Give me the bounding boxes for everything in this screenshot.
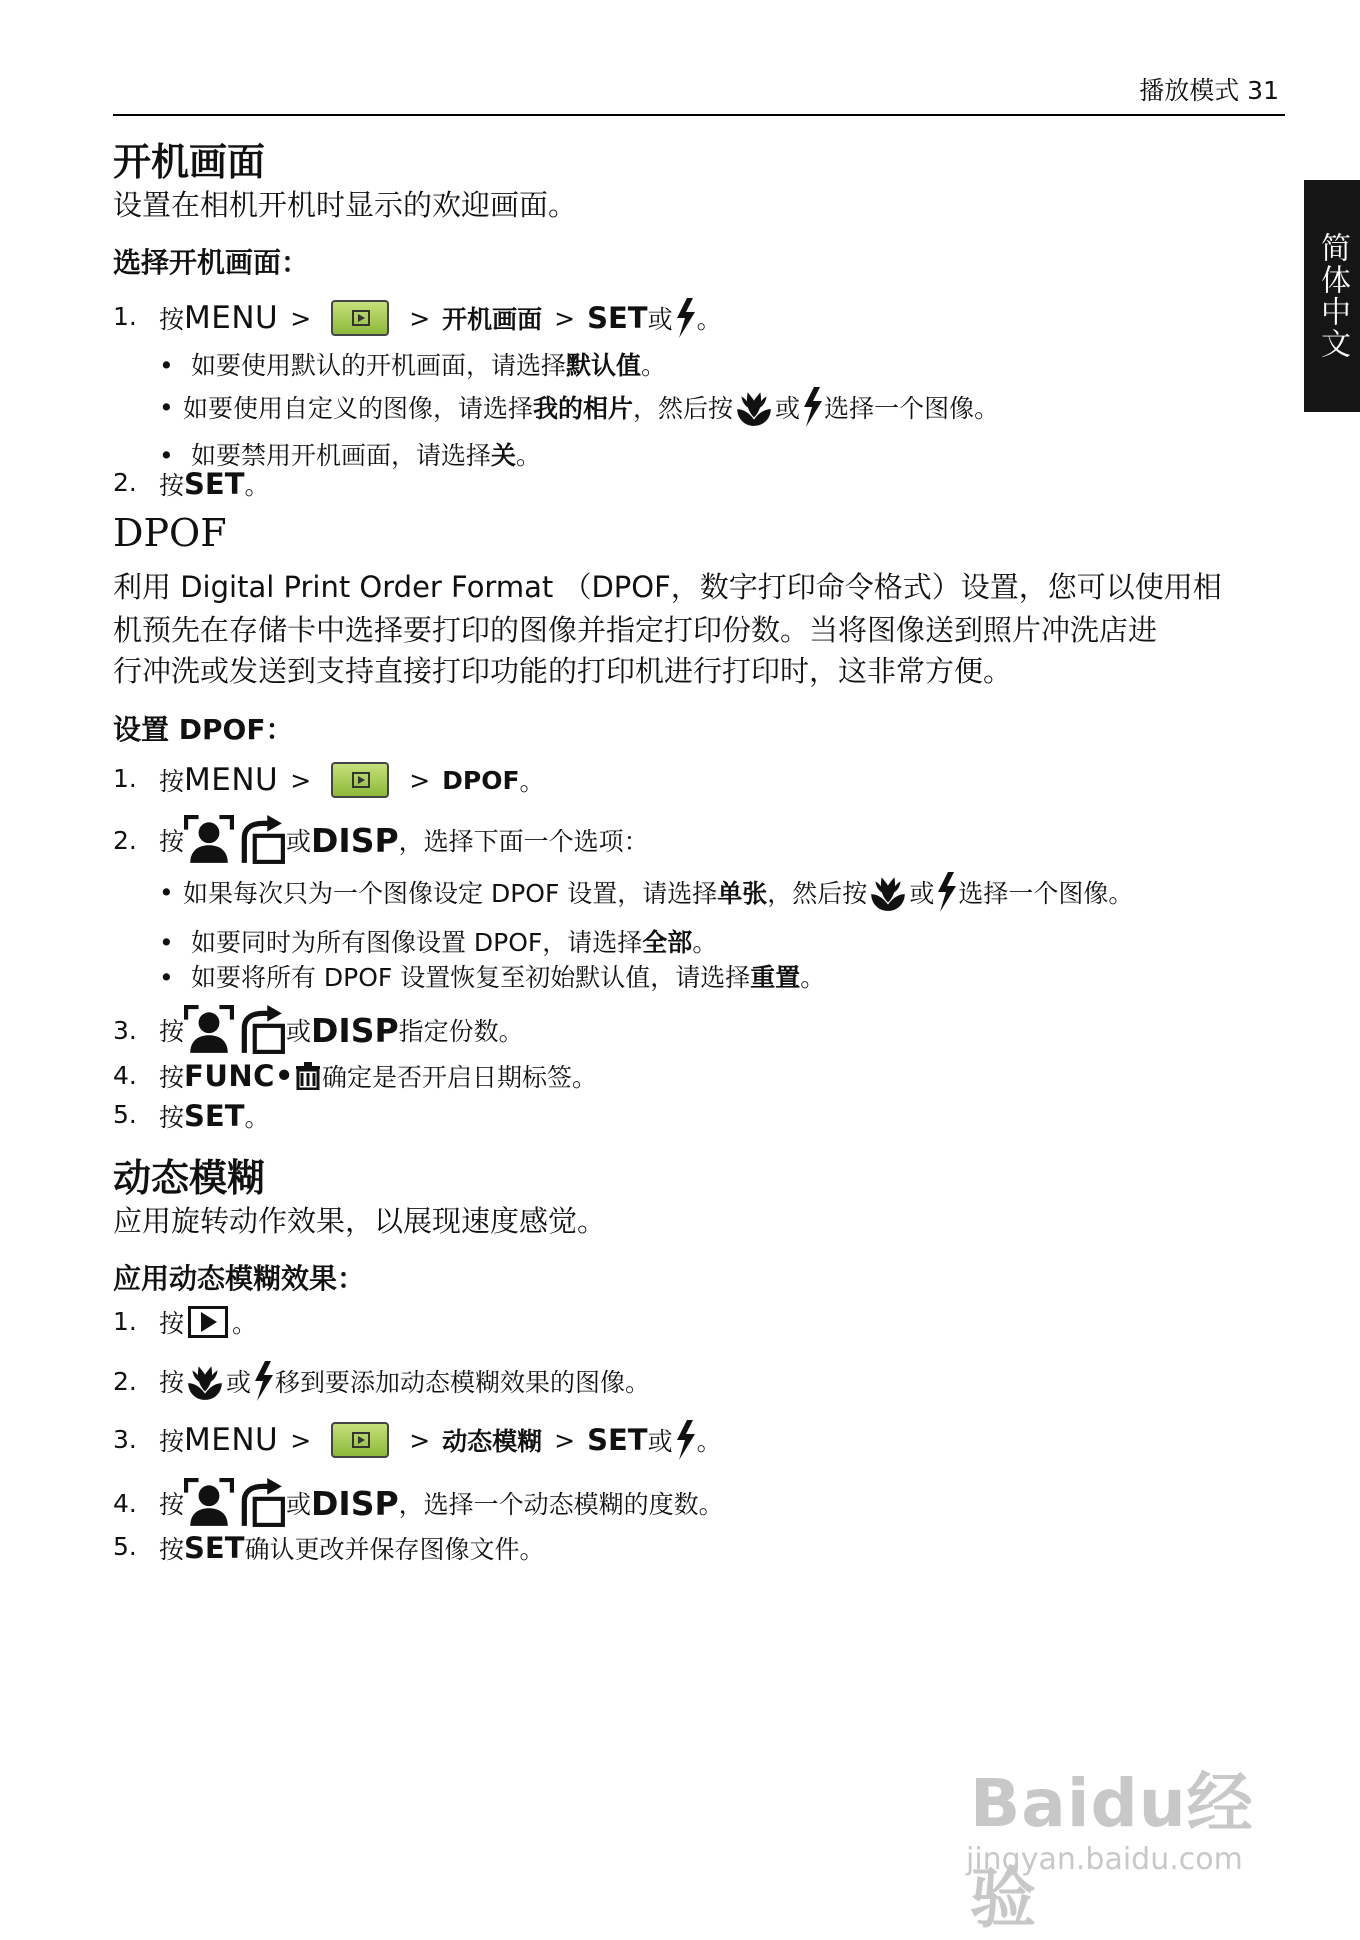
- arrow-separator: >: [290, 765, 312, 795]
- bullet-item: [159, 346, 666, 382]
- bullet-text: 。: [800, 963, 826, 992]
- arrow-separator: >: [409, 765, 431, 795]
- step-number: 3.: [113, 1425, 137, 1454]
- press-text: 按: [159, 1017, 185, 1046]
- rotate-icon: [236, 815, 286, 865]
- page-header: [113, 74, 1285, 116]
- section-desc: 应用旋转动作效果，以展现速度感觉。: [113, 1204, 607, 1238]
- bullet-bold: 关: [490, 441, 516, 470]
- bullet-text: 选择一个图像。: [824, 394, 1000, 423]
- flash-icon: [934, 872, 958, 912]
- period: 。: [244, 471, 270, 500]
- menu-item-label: 动态模糊: [442, 1427, 543, 1456]
- step-number: 1.: [113, 764, 137, 793]
- press-text: 按: [159, 471, 185, 500]
- menu-item-label: DPOF: [442, 765, 520, 795]
- flash-icon: [673, 298, 697, 338]
- arrow-separator: >: [409, 1425, 431, 1455]
- step-line: [159, 812, 649, 868]
- step-line: [159, 1055, 597, 1097]
- disp-button-label: DISP: [311, 1010, 399, 1050]
- period: 。: [232, 1309, 258, 1338]
- bullet-text: ，然后按: [633, 394, 734, 423]
- press-text: 按: [159, 1368, 185, 1397]
- step-text: ，选择下面一个选项：: [398, 827, 649, 856]
- step-number: 2.: [113, 826, 137, 855]
- section-desc-line: 利用 Digital Print Order Format （DPOF，数字打印命令格式）设置，您可以使用相: [113, 570, 1222, 604]
- rotate-icon: [236, 1478, 286, 1528]
- step-line: [159, 1096, 270, 1136]
- flash-icon: [251, 1361, 275, 1401]
- period: 。: [696, 305, 722, 334]
- side-tab-label: 简体中文: [1315, 232, 1350, 360]
- press-text: 按: [159, 1427, 185, 1456]
- bullet-item: [159, 386, 999, 428]
- step-line: [159, 1356, 650, 1406]
- step-line: [159, 1528, 545, 1568]
- step-line: [159, 464, 270, 504]
- step-number: 4.: [113, 1489, 137, 1518]
- step-text: ，选择一个动态模糊的度数。: [398, 1490, 724, 1519]
- header-text: 播放模式 31: [1139, 76, 1279, 105]
- section-title-dpof: DPOF: [113, 511, 227, 555]
- press-text: 按: [159, 1535, 185, 1564]
- bullet-text: • 如要使用自定义的图像，请选择: [183, 394, 534, 423]
- macro-icon: [184, 1360, 226, 1402]
- or-text: 或: [286, 1017, 312, 1046]
- or-text: 或: [647, 305, 673, 334]
- bullet-item: [159, 871, 1133, 913]
- face-detect-icon: [184, 815, 234, 865]
- macro-icon: [733, 386, 775, 428]
- step-text: 指定份数。: [398, 1017, 524, 1046]
- step-line: [159, 758, 545, 802]
- bullet-bold: 默认值: [565, 351, 641, 380]
- section-subtitle: 设置 DPOF：: [113, 713, 294, 746]
- arrow-separator: >: [554, 303, 576, 333]
- set-button-label: SET: [587, 1423, 648, 1457]
- bullet-bold: 我的相片: [533, 394, 634, 423]
- baidu-watermark: [960, 1750, 1280, 1937]
- bullet-text: • 如果每次只为一个图像设定 DPOF 设置，请选择: [183, 879, 718, 908]
- bullet-text: 如要禁用开机画面，请选择: [190, 441, 491, 470]
- bullet-text: ，然后按: [767, 879, 868, 908]
- press-text: 按: [159, 1490, 185, 1519]
- bullet-text: 。: [640, 351, 666, 380]
- flash-icon: [673, 1420, 697, 1460]
- watermark-url: jingyan.baidu.com: [966, 1842, 1243, 1877]
- step-number: 3.: [113, 1016, 137, 1045]
- section-desc: 设置在相机开机时显示的欢迎画面。: [113, 188, 578, 222]
- step-line: [159, 296, 722, 340]
- step-line: [159, 1300, 257, 1344]
- menu-button-label: MENU: [184, 1422, 279, 1458]
- playback-menu-icon: [331, 300, 389, 336]
- or-text: 或: [226, 1368, 252, 1397]
- arrow-separator: >: [554, 1425, 576, 1455]
- section-desc-line: 机预先在存储卡中选择要打印的图像并指定打印份数。当将图像送到照片冲洗店进: [113, 613, 1158, 647]
- step-text: 确认更改并保存图像文件。: [244, 1535, 545, 1564]
- arrow-separator: >: [409, 303, 431, 333]
- trash-icon: [294, 1062, 322, 1090]
- press-text: 按: [159, 305, 185, 334]
- period: 。: [244, 1103, 270, 1132]
- playback-menu-icon: [331, 762, 389, 798]
- or-text: 或: [286, 1490, 312, 1519]
- bullet-item: [159, 923, 717, 959]
- set-button-label: SET: [184, 1099, 245, 1133]
- bullet-text: 如要同时为所有图像设置 DPOF，请选择: [190, 928, 643, 957]
- playback-button-icon: [188, 1306, 228, 1338]
- flash-icon: [800, 387, 824, 427]
- step-line: [159, 1002, 524, 1058]
- step-text: 确定是否开启日期标签。: [321, 1063, 597, 1092]
- step-line: [159, 1475, 724, 1531]
- step-number: 1.: [113, 1307, 137, 1336]
- bullet-bold: 重置: [750, 963, 801, 992]
- playback-menu-icon: [331, 1422, 389, 1458]
- func-button-label: FUNC•: [184, 1059, 294, 1093]
- bullet-text: 。: [692, 928, 718, 957]
- period: 。: [519, 767, 545, 796]
- press-text: 按: [159, 827, 185, 856]
- step-number: 2.: [113, 468, 137, 497]
- step-text: 移到要添加动态模糊效果的图像。: [275, 1368, 651, 1397]
- menu-item-label: 开机画面: [442, 305, 543, 334]
- menu-button-label: MENU: [184, 762, 279, 798]
- set-button-label: SET: [184, 1531, 245, 1565]
- section-title-startup-image: 开机画面: [113, 140, 266, 184]
- arrow-separator: >: [290, 303, 312, 333]
- or-text: 或: [286, 827, 312, 856]
- section-desc-line: 行冲洗或发送到支持直接打印功能的打印机进行打印时，这非常方便。: [113, 654, 1013, 688]
- language-side-tab: [1304, 180, 1360, 412]
- bullet-item: [159, 958, 825, 994]
- step-number: 1.: [113, 302, 137, 331]
- section-subtitle: 应用动态模糊效果：: [113, 1262, 366, 1295]
- face-detect-icon: [184, 1005, 234, 1055]
- press-text: 按: [159, 1103, 185, 1132]
- step-number: 2.: [113, 1367, 137, 1396]
- press-text: 按: [159, 1063, 185, 1092]
- bullet-bold: 单张: [717, 879, 768, 908]
- bullet-text: 如要将所有 DPOF 设置恢复至初始默认值，请选择: [190, 963, 751, 992]
- press-text: 按: [159, 1309, 185, 1338]
- step-number: 5.: [113, 1100, 137, 1129]
- press-text: 按: [159, 767, 185, 796]
- watermark-logo-text: Baidu经验: [970, 1765, 1254, 1937]
- set-button-label: SET: [184, 467, 245, 501]
- arrow-separator: >: [290, 1425, 312, 1455]
- bullet-text: 。: [515, 441, 541, 470]
- face-detect-icon: [184, 1478, 234, 1528]
- disp-button-label: DISP: [311, 1483, 399, 1523]
- bullet-text: 如要使用默认的开机画面，请选择: [190, 351, 566, 380]
- set-button-label: SET: [587, 301, 648, 335]
- macro-icon: [867, 871, 909, 913]
- section-subtitle: 选择开机画面：: [113, 246, 310, 279]
- bullet-bold: 全部: [642, 928, 693, 957]
- period: 。: [696, 1427, 722, 1456]
- or-text: 或: [909, 879, 935, 908]
- menu-button-label: MENU: [184, 300, 279, 336]
- step-number: 4.: [113, 1061, 137, 1090]
- step-line: [159, 1418, 722, 1462]
- disp-button-label: DISP: [311, 820, 399, 860]
- step-number: 5.: [113, 1532, 137, 1561]
- or-text: 或: [775, 394, 801, 423]
- rotate-icon: [236, 1005, 286, 1055]
- or-text: 或: [647, 1427, 673, 1456]
- section-title-motion-blur: 动态模糊: [113, 1156, 266, 1200]
- bullet-text: 选择一个图像。: [958, 879, 1134, 908]
